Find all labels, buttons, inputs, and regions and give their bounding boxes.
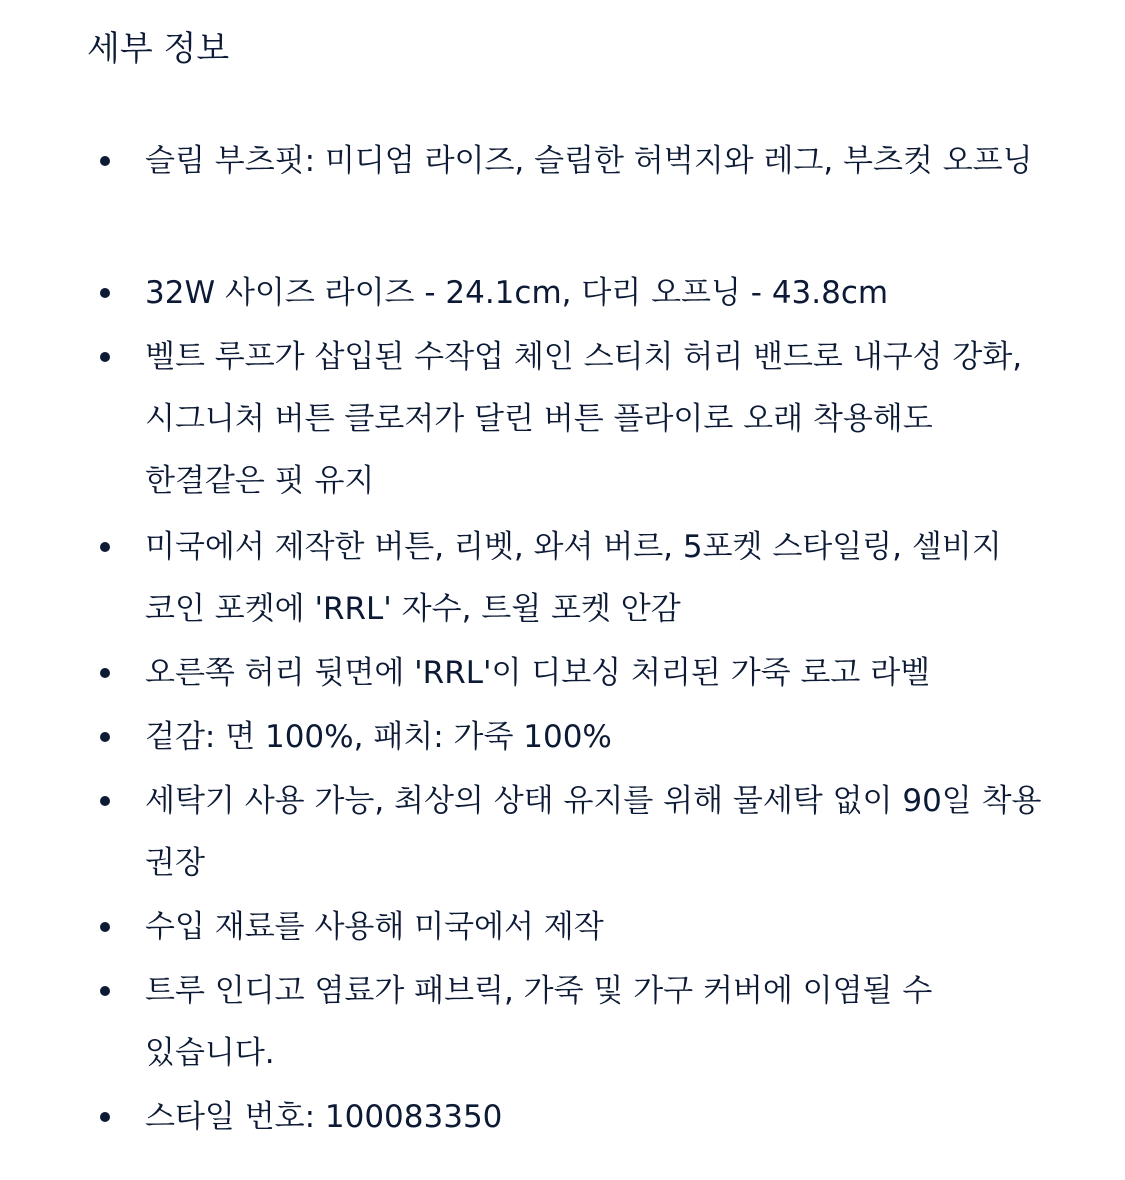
bullet-icon	[100, 922, 110, 932]
details-item-text: 벨트 루프가 삽입된 수작업 체인 스티치 허리 밴드로 내구성 강화, 시그니처 버튼 클로저가 달린 버튼 플라이로 오래 착용해도 한결같은 핏 유지	[145, 339, 1023, 499]
details-item-text: 미국에서 제작한 버튼, 리벳, 와셔 버르, 5포켓 스타일링, 셀비지 코인 포켓에 'RRL' 자수, 트윌 포켓 안감	[145, 529, 1002, 627]
bullet-icon	[100, 288, 110, 298]
bullet-icon	[100, 668, 110, 678]
details-item-text: 스타일 번호: 100083350	[145, 1099, 503, 1135]
details-item-text: 오른쪽 허리 뒷면에 'RRL'이 디보싱 처리된 가죽 로고 라벨	[145, 655, 931, 691]
details-item-text: 트루 인디고 염료가 패브릭, 가죽 및 가구 커버에 이염될 수 있습니다.	[145, 973, 933, 1071]
bullet-icon	[100, 352, 110, 362]
bullet-icon	[100, 796, 110, 806]
details-item-text: 세탁기 사용 가능, 최상의 상태 유지를 위해 물세탁 없이 90일 착용 권장	[145, 783, 1042, 881]
bullet-icon	[100, 542, 110, 552]
bullet-icon	[100, 1112, 110, 1122]
details-item-text: 수입 재료를 사용해 미국에서 제작	[145, 909, 604, 945]
bullet-icon	[100, 986, 110, 996]
details-item-text: 겉감: 면 100%, 패치: 가죽 100%	[145, 719, 612, 755]
details-item-text: 슬림 부츠핏: 미디엄 라이즈, 슬림한 허벅지와 레그, 부츠컷 오프닝	[145, 143, 1033, 179]
details-heading: 세부 정보	[87, 29, 230, 69]
bullet-icon	[100, 156, 110, 166]
bullet-icon	[100, 732, 110, 742]
details-item-text: 32W 사이즈 라이즈 - 24.1cm, 다리 오프닝 - 43.8cm	[145, 275, 889, 311]
